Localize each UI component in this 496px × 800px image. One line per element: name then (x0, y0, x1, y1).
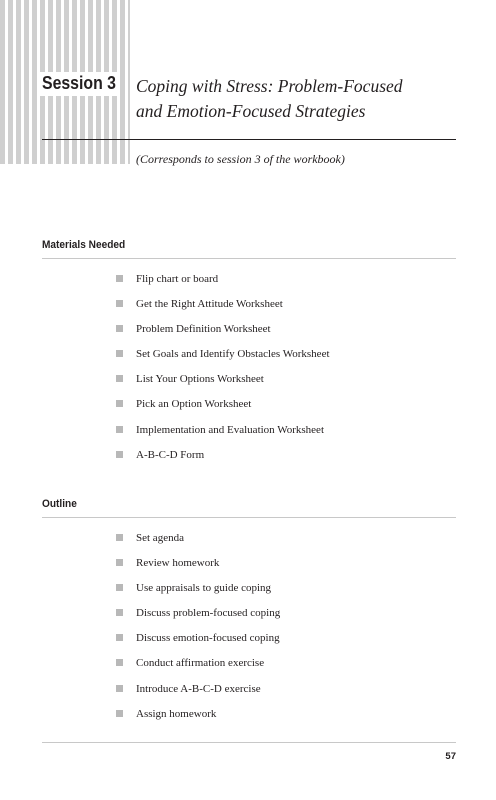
list-item (116, 447, 446, 472)
list-item-text: Get the Right Attitude Worksheet (136, 298, 283, 311)
session-title-line-2: and Emotion-Focused Strategies (136, 101, 366, 121)
title-divider (42, 139, 456, 140)
list-item-text: Set agenda (136, 532, 184, 544)
square-bullet-icon (116, 300, 123, 307)
list-item-text: Pick an Option Worksheet (136, 398, 252, 411)
list-item-text: Assign homework (136, 707, 217, 720)
session-subtitle: (Corresponds to session 3 of the workbook) (136, 152, 345, 166)
list-item-text: Implementation and Evaluation Worksheet (136, 423, 324, 436)
list-item-text: Set Goals and Identify Obstacles Worksheet (136, 348, 330, 361)
list-item (116, 346, 446, 371)
list-item-text: Flip chart or board (136, 273, 219, 285)
list-item-text: Discuss problem-focused coping (136, 607, 281, 620)
list-item-text: Use appraisals to guide coping (136, 582, 272, 595)
list-item-text: Problem Definition Worksheet (136, 323, 271, 336)
square-bullet-icon (116, 584, 123, 591)
list-item (116, 681, 446, 706)
square-bullet-icon (116, 534, 123, 541)
square-bullet-icon (116, 451, 123, 458)
square-bullet-icon (116, 275, 123, 282)
list-item (116, 321, 446, 346)
list-item (116, 630, 446, 655)
square-bullet-icon (116, 426, 123, 433)
list-item (116, 271, 446, 296)
list-item (116, 655, 446, 680)
list-item (116, 580, 446, 605)
list-item-text: List Your Options Worksheet (136, 373, 264, 386)
list-item (116, 396, 446, 421)
outline-list (116, 530, 446, 731)
square-bullet-icon (116, 325, 123, 332)
list-item-text: Conduct affirmation exercise (136, 657, 265, 670)
materials-divider (42, 258, 456, 259)
square-bullet-icon (116, 350, 123, 357)
list-item (116, 555, 446, 580)
session-title-line-1: Coping with Stress: Problem-Focused (136, 76, 403, 96)
session-label: Session 3 (42, 73, 116, 93)
list-item (116, 422, 446, 447)
square-bullet-icon (116, 609, 123, 616)
list-item (116, 530, 446, 555)
materials-heading: Materials Needed (42, 239, 126, 251)
list-item-text: Introduce A-B-C-D exercise (136, 682, 261, 695)
square-bullet-icon (116, 634, 123, 641)
materials-list (116, 271, 446, 472)
square-bullet-icon (116, 710, 123, 717)
list-item (116, 296, 446, 321)
page-number: 57 (445, 751, 456, 762)
list-item-text: Discuss emotion-focused coping (136, 632, 280, 645)
square-bullet-icon (116, 375, 123, 382)
square-bullet-icon (116, 685, 123, 692)
outline-divider (42, 517, 456, 518)
list-item-text: Review homework (136, 557, 220, 570)
footer-divider (42, 742, 456, 743)
outline-heading: Outline (42, 498, 77, 510)
list-item (116, 371, 446, 396)
list-item (116, 706, 446, 731)
list-item-text: A-B-C-D Form (136, 448, 205, 461)
square-bullet-icon (116, 659, 123, 666)
square-bullet-icon (116, 400, 123, 407)
list-item (116, 605, 446, 630)
square-bullet-icon (116, 559, 123, 566)
session-title (136, 74, 456, 124)
